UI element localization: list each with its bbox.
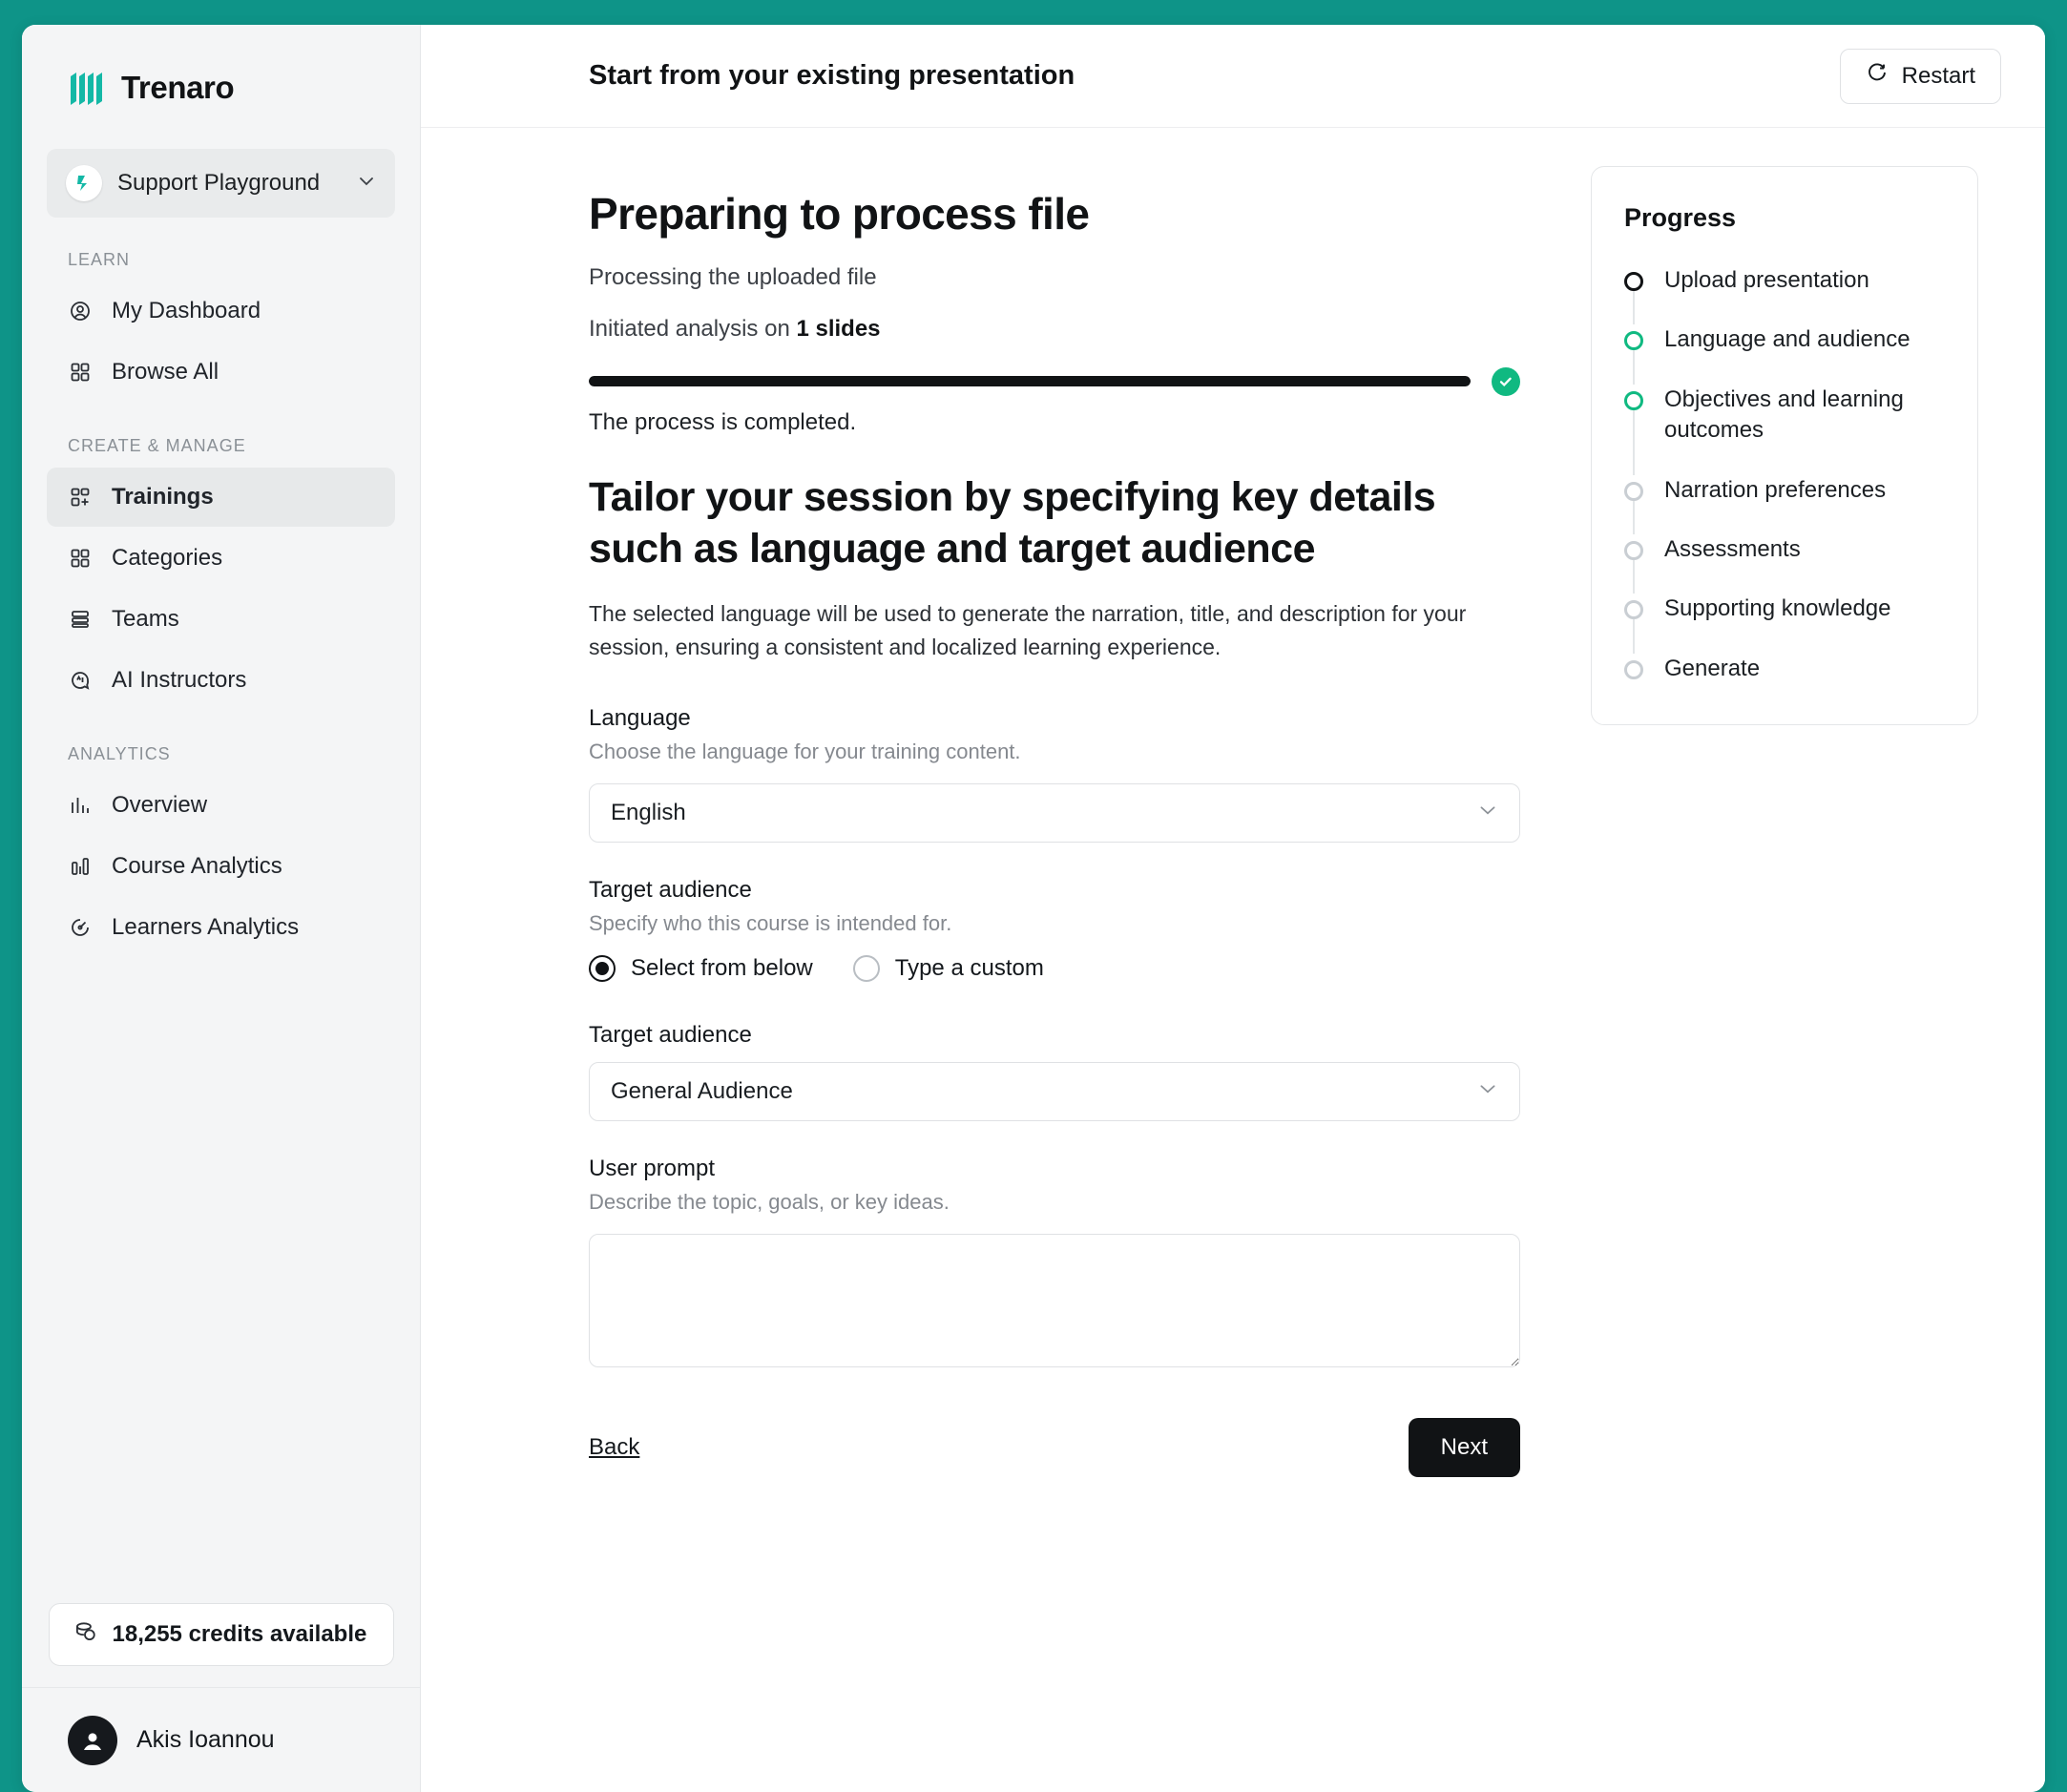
sidebar-item-course-analytics[interactable] bbox=[47, 837, 395, 896]
step-bullet-icon bbox=[1624, 391, 1643, 410]
radio-select-from-below[interactable] bbox=[589, 955, 813, 982]
user-circle-icon bbox=[68, 299, 93, 323]
sidebar-item-label: Trainings bbox=[112, 484, 214, 510]
sidebar-item-teams[interactable] bbox=[47, 590, 395, 649]
target-audience-label: Target audience bbox=[589, 877, 752, 904]
target-audience-radio-group bbox=[589, 955, 1520, 982]
learners-analytics-icon bbox=[68, 915, 93, 940]
workspace-avatar bbox=[66, 165, 102, 201]
sidebar-item-learners-analytics[interactable] bbox=[47, 898, 395, 957]
chevron-down-icon bbox=[1477, 800, 1498, 827]
step-bullet-icon bbox=[1624, 600, 1643, 619]
initiated-value: 1 slides bbox=[796, 315, 881, 342]
brand bbox=[22, 25, 420, 107]
teams-icon bbox=[68, 607, 93, 632]
user-prompt-input[interactable] bbox=[589, 1234, 1520, 1367]
step-label: Language and audience bbox=[1664, 326, 1910, 353]
ai-instructor-icon bbox=[68, 668, 93, 693]
sidebar-section-label: CREATE & MANAGE bbox=[68, 436, 246, 455]
radio-type-a-custom[interactable] bbox=[853, 955, 1044, 982]
wizard-column bbox=[589, 166, 1520, 1792]
restart-button[interactable] bbox=[1840, 49, 2001, 104]
progress-track bbox=[589, 376, 1471, 386]
step-connector bbox=[1633, 410, 1635, 475]
language-label: Language bbox=[589, 705, 691, 732]
sidebar-item-label: Learners Analytics bbox=[112, 914, 300, 940]
target-audience-select[interactable] bbox=[589, 1062, 1520, 1121]
initiated-prefix: Initiated analysis on bbox=[589, 315, 797, 342]
tailor-paragraph: The selected language will be used to generate the narration, title, and description for your session, ensuring a consistent and localized learning experience. bbox=[589, 601, 1467, 659]
step-bullet-icon bbox=[1624, 331, 1643, 350]
user-menu[interactable] bbox=[22, 1687, 420, 1792]
content bbox=[421, 128, 2045, 1792]
sidebar-item-my-dashboard[interactable] bbox=[47, 281, 395, 341]
main-area bbox=[421, 25, 2045, 1792]
step-bullet-icon bbox=[1624, 482, 1643, 501]
user-name: Akis Ioannou bbox=[136, 1726, 275, 1753]
credits-coin-icon bbox=[73, 1619, 97, 1651]
language-value: English bbox=[611, 800, 686, 826]
step-label: Objectives and learning outcomes bbox=[1664, 385, 1904, 444]
credits-area bbox=[22, 1603, 420, 1687]
target-audience-select-label: Target audience bbox=[589, 1022, 752, 1049]
processing-subtext: Processing the uploaded file bbox=[589, 263, 877, 290]
progress-step[interactable] bbox=[1624, 265, 1945, 324]
sidebar-item-ai-instructors[interactable] bbox=[47, 651, 395, 710]
radio-label: Type a custom bbox=[894, 955, 1044, 982]
target-audience-value: General Audience bbox=[611, 1078, 793, 1105]
step-connector bbox=[1633, 501, 1635, 534]
step-bullet-icon bbox=[1624, 660, 1643, 679]
user-prompt-label: User prompt bbox=[589, 1156, 716, 1182]
sidebar-section-label: ANALYTICS bbox=[68, 744, 171, 763]
target-audience-mode-field bbox=[589, 877, 1520, 1121]
workspace-switcher[interactable] bbox=[47, 149, 395, 218]
progress-column bbox=[1591, 166, 1978, 1792]
sidebar-item-label: Categories bbox=[112, 545, 223, 571]
progress-steps bbox=[1624, 265, 1945, 684]
page-title: Start from your existing presentation bbox=[589, 60, 1075, 91]
sidebar-section-analytics bbox=[22, 744, 420, 959]
course-analytics-icon bbox=[68, 854, 93, 879]
wizard-actions bbox=[589, 1418, 1520, 1477]
sidebar-section-learn bbox=[22, 250, 420, 404]
avatar bbox=[68, 1716, 117, 1765]
progress-panel bbox=[1591, 166, 1978, 725]
step-bullet-icon bbox=[1624, 541, 1643, 560]
step-connector bbox=[1633, 350, 1635, 384]
step-label: Narration preferences bbox=[1664, 476, 1887, 503]
chevron-down-icon bbox=[1477, 1078, 1498, 1106]
sidebar-item-label: Overview bbox=[112, 792, 208, 818]
user-prompt-help: Describe the topic, goals, or key ideas. bbox=[589, 1190, 950, 1215]
progress-fill bbox=[589, 376, 1471, 386]
progress-step[interactable] bbox=[1624, 534, 1945, 594]
progress-bar bbox=[589, 367, 1520, 396]
sidebar-item-trainings[interactable] bbox=[47, 468, 395, 527]
processing-heading: Preparing to process file bbox=[589, 189, 1090, 239]
progress-step[interactable] bbox=[1624, 385, 1945, 475]
sidebar bbox=[22, 25, 421, 1792]
step-label: Generate bbox=[1664, 655, 1761, 681]
tailor-heading: Tailor your session by specifying key details such as language and target audience bbox=[589, 473, 1436, 572]
sidebar-item-label: Teams bbox=[112, 606, 179, 632]
chevron-down-icon bbox=[357, 172, 376, 196]
step-bullet-icon bbox=[1624, 272, 1643, 291]
radio-indicator[interactable] bbox=[589, 955, 616, 982]
back-button[interactable]: Back bbox=[589, 1434, 640, 1461]
sidebar-item-overview[interactable] bbox=[47, 776, 395, 835]
sidebar-item-label: Browse All bbox=[112, 359, 219, 385]
categories-grid-icon bbox=[68, 546, 93, 571]
language-help: Choose the language for your training content. bbox=[589, 740, 1021, 764]
bar-chart-icon bbox=[68, 793, 93, 818]
step-label: Assessments bbox=[1664, 535, 1801, 562]
topbar bbox=[421, 25, 2045, 128]
trenaro-logo-icon bbox=[68, 69, 108, 107]
processing-initiated bbox=[589, 316, 1520, 343]
progress-step[interactable] bbox=[1624, 324, 1945, 384]
language-select[interactable] bbox=[589, 783, 1520, 843]
progress-status-text: The process is completed. bbox=[589, 408, 857, 435]
next-button[interactable]: Next bbox=[1409, 1418, 1520, 1477]
language-field bbox=[589, 705, 1520, 843]
sidebar-item-label: AI Instructors bbox=[112, 667, 247, 693]
restart-label: Restart bbox=[1901, 62, 1975, 89]
trainings-icon bbox=[68, 485, 93, 510]
sidebar-item-label: My Dashboard bbox=[112, 298, 261, 323]
radio-indicator[interactable] bbox=[853, 955, 880, 982]
radio-label: Select from below bbox=[631, 955, 813, 982]
progress-step[interactable] bbox=[1624, 654, 1945, 684]
grid-icon bbox=[68, 360, 93, 385]
user-prompt-field bbox=[589, 1156, 1520, 1372]
workspace-name: Support Playground bbox=[117, 170, 321, 196]
progress-step[interactable] bbox=[1624, 475, 1945, 534]
app-window bbox=[22, 25, 2045, 1792]
restart-icon bbox=[1866, 61, 1889, 91]
credits-button[interactable] bbox=[49, 1603, 394, 1666]
step-connector bbox=[1633, 560, 1635, 594]
step-label: Supporting knowledge bbox=[1664, 595, 1891, 622]
step-label: Upload presentation bbox=[1664, 267, 1869, 293]
sidebar-item-label: Course Analytics bbox=[112, 853, 282, 879]
progress-panel-title: Progress bbox=[1624, 203, 1737, 232]
sidebar-item-browse-all[interactable] bbox=[47, 343, 395, 402]
step-connector bbox=[1633, 291, 1635, 324]
check-circle-icon bbox=[1492, 367, 1520, 396]
step-connector bbox=[1633, 619, 1635, 653]
credits-label: 18,255 credits available bbox=[112, 1621, 367, 1647]
target-audience-help: Specify who this course is intended for. bbox=[589, 911, 952, 936]
sidebar-item-categories[interactable] bbox=[47, 529, 395, 588]
progress-step[interactable] bbox=[1624, 594, 1945, 653]
sidebar-section-create-manage bbox=[22, 436, 420, 712]
sidebar-section-label: LEARN bbox=[68, 250, 131, 269]
brand-name: Trenaro bbox=[121, 70, 235, 105]
